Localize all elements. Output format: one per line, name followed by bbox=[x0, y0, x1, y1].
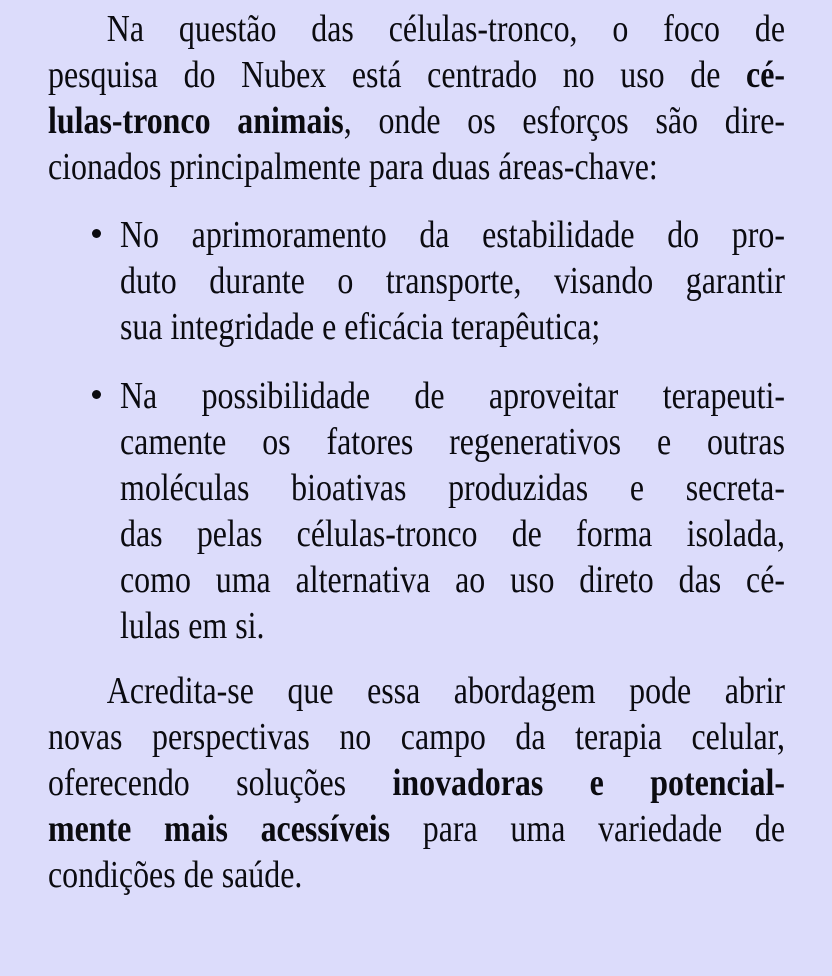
text-line bbox=[48, 98, 785, 144]
paragraph-closing bbox=[48, 668, 785, 898]
text-run: das pelas células-tronco de forma isolada, bbox=[120, 513, 785, 555]
text-run: para uma variedade de bbox=[390, 808, 785, 850]
text-run-bold: cé- bbox=[746, 54, 785, 96]
text-line bbox=[48, 668, 785, 714]
text-run: No aprimoramento da estabilidade do pro- bbox=[120, 214, 785, 256]
text-line bbox=[120, 603, 785, 649]
text-line bbox=[48, 760, 785, 806]
text-line bbox=[120, 419, 785, 465]
document-text-body bbox=[48, 6, 785, 898]
text-line bbox=[48, 144, 785, 190]
text-run: Na possibilidade de aproveitar terapeuti- bbox=[120, 375, 785, 417]
text-line bbox=[120, 373, 785, 419]
text-run: oferecendo soluções bbox=[48, 762, 393, 804]
paragraph-intro bbox=[48, 6, 785, 190]
text-line bbox=[48, 714, 785, 760]
text-line bbox=[48, 806, 785, 852]
text-line bbox=[120, 212, 785, 258]
text-line bbox=[120, 465, 785, 511]
text-run: Na questão das células-tronco, o foco de bbox=[106, 8, 785, 50]
list-item bbox=[48, 373, 785, 649]
text-run: como uma alternativa ao uso direto das cé- bbox=[120, 559, 785, 601]
text-line bbox=[48, 852, 785, 898]
text-run: cionados principalmente para duas áreas-chave: bbox=[48, 146, 658, 188]
text-run-bold: mente mais acessíveis bbox=[48, 808, 391, 850]
text-line bbox=[48, 52, 785, 98]
text-run-bold: inovadoras e potencial- bbox=[392, 762, 785, 804]
text-run: sua integridade e eficácia terapêutica; bbox=[120, 306, 601, 348]
text-run: condições de saúde. bbox=[48, 854, 303, 896]
text-run: lulas em si. bbox=[120, 605, 265, 647]
bullet-list bbox=[48, 212, 785, 649]
text-run: camente os fatores regenerativos e outras bbox=[120, 421, 785, 463]
text-run: novas perspectivas no campo da terapia celular, bbox=[48, 716, 785, 758]
text-run: moléculas bioativas produzidas e secreta- bbox=[120, 467, 785, 509]
text-line bbox=[120, 258, 785, 304]
bullet-icon bbox=[92, 390, 101, 399]
text-run: pesquisa do Nubex está centrado no uso de bbox=[48, 54, 747, 96]
text-run: duto durante o transporte, visando garantir bbox=[120, 260, 785, 302]
text-line bbox=[120, 304, 785, 350]
text-run: , onde os esforços são dire- bbox=[343, 100, 785, 142]
bullet-icon bbox=[92, 229, 101, 238]
text-line bbox=[120, 557, 785, 603]
text-line bbox=[48, 6, 785, 52]
text-run: Acredita-se que essa abordagem pode abrir bbox=[106, 670, 785, 712]
text-run-bold: lulas-tronco animais bbox=[48, 100, 344, 142]
list-item bbox=[48, 212, 785, 350]
text-line bbox=[120, 511, 785, 557]
